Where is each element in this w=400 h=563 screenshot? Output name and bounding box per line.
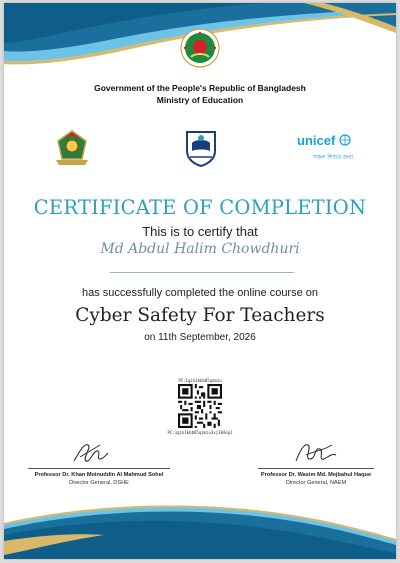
verification-code-top: PC:1gzn1kbb05qzmzu: [178, 378, 222, 383]
signatory-name-dshe: Professor Dr. Khan Moinuddin Al Mahmud Sohel: [34, 472, 164, 478]
dshe-emblem-icon: [52, 129, 92, 167]
course-name: Cyber Safety For Teachers: [75, 305, 325, 326]
naem-emblem-icon: [184, 129, 218, 167]
unicef-logo-icon: [297, 133, 351, 148]
certificate-page: [4, 3, 396, 559]
signature-naem: [292, 437, 338, 467]
verification-code-bottom: PC:1gzn1kbb05qzmzu3xj384ep1: [167, 430, 233, 435]
signature-dshe: [70, 439, 110, 467]
certify-line: This is to certify that: [142, 224, 258, 239]
government-name: Government of the People's Republic of Bangladesh: [94, 83, 306, 93]
unicef-tagline: সকল শিশুর জন্য: [313, 155, 354, 161]
completion-line: has successfully completed the online course on: [81, 287, 319, 299]
recipient-name: Md Abdul Halim Chowdhuri: [100, 241, 300, 257]
signatory-title-dshe: Director General, DSHE: [69, 480, 129, 486]
signatory-title-naem: Director General, NAEM: [285, 480, 347, 486]
recipient-underline: [110, 272, 294, 273]
ministry-name: Ministry of Education: [156, 95, 244, 105]
signatory-name-naem: Professor Dr. Wasim Md. Mejbahul Haque: [260, 472, 372, 478]
bottom-wave-decoration: [4, 489, 396, 559]
qr-code[interactable]: [178, 384, 222, 428]
unicef-wordmark: unicef: [297, 133, 336, 148]
unicef-globe-icon: [339, 134, 351, 146]
signature-line-dshe: [28, 468, 170, 469]
signature-line-naem: [258, 468, 374, 469]
certificate-title: CERTIFICATE OF COMPLETION: [33, 196, 367, 219]
completion-date: on 11th September, 2026: [144, 332, 256, 343]
bangladesh-government-emblem-icon: [180, 28, 220, 68]
